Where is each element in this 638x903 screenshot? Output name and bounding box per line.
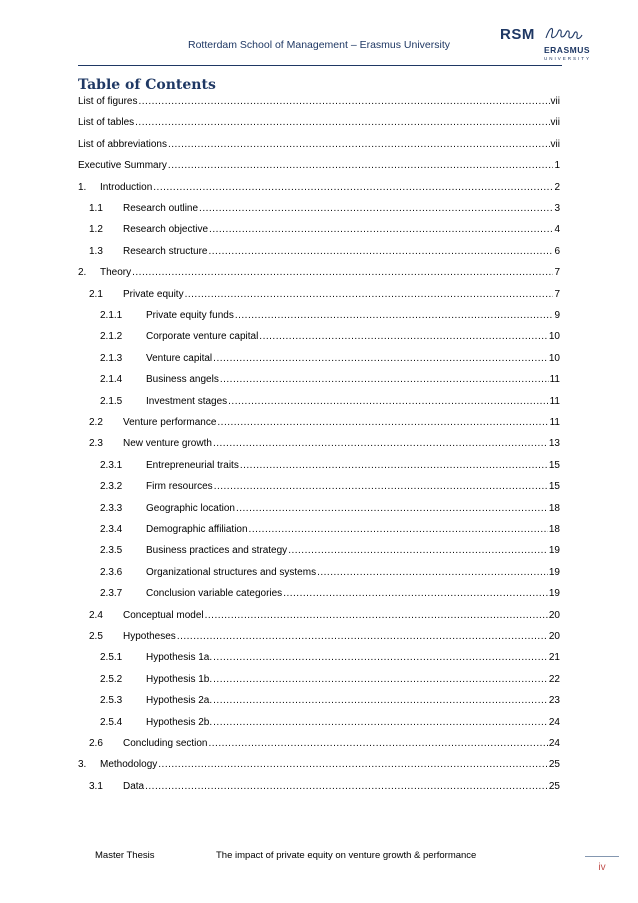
toc-dot-leader xyxy=(132,266,553,280)
footer-left-text: Master Thesis xyxy=(95,850,155,861)
toc-entry[interactable] xyxy=(100,587,560,601)
toc-dot-leader xyxy=(213,673,548,687)
toc-entry-title: Concluding section xyxy=(123,738,208,749)
toc-dot-leader xyxy=(220,373,549,387)
toc-dot-leader xyxy=(213,651,548,665)
toc-dot-leader xyxy=(217,416,548,430)
toc-entry[interactable] xyxy=(89,437,560,451)
toc-entry-number: 2. xyxy=(78,267,87,279)
toc-entry-title: Executive Summary xyxy=(78,160,167,172)
toc-dot-leader xyxy=(199,202,553,216)
toc-entry-title: Geographic location xyxy=(146,502,235,514)
toc-entry-title: Investment stages xyxy=(146,395,228,407)
toc-entry-number: 2.3 xyxy=(89,438,103,450)
toc-entry[interactable] xyxy=(89,609,560,623)
toc-dot-leader xyxy=(213,694,548,708)
toc-entry[interactable] xyxy=(100,330,560,344)
toc-entry-number: 2.6 xyxy=(89,738,103,749)
toc-entry-page: 3 xyxy=(554,203,560,214)
toc-dot-leader xyxy=(135,116,549,130)
toc-entry[interactable] xyxy=(78,159,560,173)
toc-entry-title: List of figures xyxy=(78,96,138,107)
toc-entry[interactable] xyxy=(78,116,560,130)
toc-dot-leader xyxy=(158,758,548,772)
toc-entry-number: 1.2 xyxy=(89,224,103,236)
toc-entry[interactable] xyxy=(89,202,560,216)
toc-entry-page: 15 xyxy=(548,481,560,493)
toc-entry-title: Venture performance xyxy=(123,417,217,428)
toc-entry-title: Corporate venture capital xyxy=(146,331,259,343)
toc-entry-number: 2.3.4 xyxy=(100,524,123,535)
toc-entry-title: Demographic affiliation xyxy=(146,524,248,535)
toc-entry-page: 24 xyxy=(548,716,560,728)
toc-entry-title: Methodology xyxy=(100,759,158,771)
toc-entry-page: 11 xyxy=(549,417,560,428)
toc-entry[interactable] xyxy=(89,223,560,237)
header-title: Rotterdam School of Management – Erasmus University xyxy=(187,39,451,51)
toc-entry-title: Conceptual model xyxy=(123,609,204,621)
logo-university-text: UNIVERSITY xyxy=(544,56,592,61)
toc-entry-title: Hypothesis 2b. xyxy=(146,716,213,728)
toc-entry-number: 1.1 xyxy=(89,203,103,214)
toc-dot-leader xyxy=(205,609,548,623)
toc-dot-leader xyxy=(168,159,554,173)
logo-rsm-text: RSM xyxy=(500,26,535,43)
toc-dot-leader xyxy=(177,630,548,644)
toc-entry[interactable] xyxy=(100,694,560,708)
toc-dot-leader xyxy=(145,780,548,794)
toc-entry-page: 4 xyxy=(554,224,560,236)
toc-entry-title: Conclusion variable categories xyxy=(146,588,283,600)
toc-entry-number: 2.3.3 xyxy=(100,502,123,514)
toc-entry-page: 11 xyxy=(549,374,560,386)
toc-entry-title: Private equity xyxy=(123,288,184,300)
toc-dot-leader xyxy=(213,437,548,451)
toc-entry[interactable] xyxy=(100,480,560,494)
toc-entry-number: 2.1 xyxy=(89,288,103,300)
toc-entry-page: 24 xyxy=(548,738,560,749)
toc-entry-title: Hypothesis 2a. xyxy=(146,695,213,707)
toc-dot-leader xyxy=(168,138,550,152)
toc-entry[interactable] xyxy=(89,288,560,302)
toc-dot-leader xyxy=(153,181,553,195)
toc-entry-number: 2.5.1 xyxy=(100,652,123,664)
toc-entry-title: Hypothesis 1a. xyxy=(146,652,213,664)
toc-entry-number: 3. xyxy=(78,759,87,771)
toc-entry-page: 7 xyxy=(554,288,560,300)
toc-entry[interactable] xyxy=(89,780,560,794)
toc-dot-leader xyxy=(317,566,548,580)
toc-entry-number: 1.3 xyxy=(89,245,103,257)
logo-script-signature xyxy=(544,24,584,44)
toc-entry-number: 2.1.2 xyxy=(100,331,123,343)
toc-entry-number: 2.1.3 xyxy=(100,352,123,364)
toc-entry-number: 2.2 xyxy=(89,417,103,428)
toc-dot-leader xyxy=(283,587,548,601)
toc-entry-title: Research outline xyxy=(123,203,199,214)
toc-entry-number: 2.5.4 xyxy=(100,716,123,728)
toc-entry-page: 19 xyxy=(548,566,560,578)
toc-entry[interactable] xyxy=(100,459,560,473)
toc-entry-title: Introduction xyxy=(100,181,153,193)
toc-entry-number: 2.3.5 xyxy=(100,545,123,557)
toc-entry-page: 20 xyxy=(548,609,560,621)
toc-entry-title: Data xyxy=(123,780,145,792)
toc-heading: Table of Contents xyxy=(78,77,216,93)
toc-entry-page: 1 xyxy=(554,160,560,172)
toc-entry-page: 20 xyxy=(548,631,560,642)
toc-entry[interactable] xyxy=(100,716,560,730)
toc-entry[interactable] xyxy=(100,309,560,323)
toc-entry-page: 7 xyxy=(554,267,560,279)
toc-entry[interactable] xyxy=(100,523,560,537)
toc-entry-title: Hypothesis 1b. xyxy=(146,673,213,685)
toc-entry-title: Private equity funds xyxy=(146,310,234,321)
toc-entry-page: 21 xyxy=(548,652,560,664)
toc-entry-page: 22 xyxy=(548,673,560,685)
toc-entry[interactable] xyxy=(89,416,560,430)
toc-entry-title: Hypotheses xyxy=(123,631,176,642)
toc-dot-leader xyxy=(138,95,549,109)
toc-entry-title: Theory xyxy=(100,267,132,279)
toc-dot-leader xyxy=(209,223,553,237)
toc-entry-title: Business practices and strategy xyxy=(146,545,288,557)
toc-dot-leader xyxy=(249,523,548,537)
toc-dot-leader xyxy=(213,352,548,366)
toc-entry-page: 2 xyxy=(554,181,560,193)
toc-entry-page: 6 xyxy=(554,245,560,257)
toc-entry-title: Entrepreneurial traits xyxy=(146,459,239,471)
toc-entry-title: List of tables xyxy=(78,117,135,129)
toc-entry-title: Research objective xyxy=(123,224,209,236)
toc-dot-leader xyxy=(214,480,548,494)
toc-entry-page: vii xyxy=(550,138,560,150)
rsm-erasmus-logo xyxy=(500,24,592,66)
toc-entry[interactable] xyxy=(100,395,560,409)
footer-page-number: iv xyxy=(598,862,606,873)
toc-entry-page: 19 xyxy=(548,545,560,557)
toc-entry-number: 2.3.2 xyxy=(100,481,123,493)
toc-entry-page: 10 xyxy=(548,352,560,364)
toc-entry[interactable] xyxy=(78,266,560,280)
toc-entry[interactable] xyxy=(89,737,560,751)
toc-entry-number: 3.1 xyxy=(89,780,103,792)
toc-entry[interactable] xyxy=(100,544,560,558)
toc-entry-page: 11 xyxy=(549,395,560,407)
toc-entry-page: 9 xyxy=(554,310,560,321)
toc-entry-title: Organizational structures and systems xyxy=(146,566,317,578)
toc-dot-leader xyxy=(288,544,548,558)
toc-entry-page: vii xyxy=(550,96,560,107)
toc-entry[interactable] xyxy=(100,352,560,366)
toc-entry-page: 13 xyxy=(548,438,560,450)
toc-entry-number: 2.3.1 xyxy=(100,459,123,471)
toc-dot-leader xyxy=(208,245,553,259)
toc-entry-number: 2.5 xyxy=(89,631,103,642)
toc-entry-title: Firm resources xyxy=(146,481,213,493)
toc-entry-number: 2.4 xyxy=(89,609,103,621)
toc-entry[interactable] xyxy=(100,673,560,687)
toc-dot-leader xyxy=(209,737,548,751)
toc-entry[interactable] xyxy=(100,502,560,516)
toc-entry-number: 2.1.4 xyxy=(100,374,123,386)
toc-entry-number: 1. xyxy=(78,181,87,193)
toc-entry[interactable] xyxy=(89,245,560,259)
toc-entry-number: 2.1.1 xyxy=(100,310,123,321)
toc-entry[interactable] xyxy=(78,138,560,152)
toc-entry[interactable] xyxy=(78,181,560,195)
footer-page-rule xyxy=(585,856,619,857)
toc-entry[interactable] xyxy=(100,566,560,580)
header-rule xyxy=(78,65,562,66)
toc-entry[interactable] xyxy=(100,651,560,665)
toc-entry-page: 15 xyxy=(548,459,560,471)
toc-entry-title: Business angels xyxy=(146,374,219,386)
logo-erasmus-text: ERASMUS xyxy=(544,45,591,55)
toc-entry-page: 25 xyxy=(548,780,560,792)
toc-entry-number: 2.5.2 xyxy=(100,673,123,685)
toc-dot-leader xyxy=(213,716,548,730)
toc-entry-title: New venture growth xyxy=(123,438,212,450)
toc-dot-leader xyxy=(240,459,548,473)
toc-entry-number: 2.3.7 xyxy=(100,588,123,600)
toc-entry-page: 10 xyxy=(548,331,560,343)
toc-entry[interactable] xyxy=(100,373,560,387)
toc-entry[interactable] xyxy=(78,95,560,109)
toc-entry-title: Venture capital xyxy=(146,352,213,364)
toc-entry-number: 2.5.3 xyxy=(100,695,123,707)
toc-entry-page: 25 xyxy=(548,759,560,771)
toc-dot-leader xyxy=(236,502,548,516)
toc-entry-page: 19 xyxy=(548,588,560,600)
toc-entry-title: Research structure xyxy=(123,245,208,257)
toc-dot-leader xyxy=(235,309,554,323)
toc-entry[interactable] xyxy=(78,758,560,772)
toc-entry-number: 2.3.6 xyxy=(100,566,123,578)
toc-entry-page: 23 xyxy=(548,695,560,707)
footer-center-text: The impact of private equity on venture growth & performance xyxy=(216,850,477,861)
toc-entry-page: 18 xyxy=(548,524,560,535)
toc-dot-leader xyxy=(228,395,548,409)
toc-entry-number: 2.1.5 xyxy=(100,395,123,407)
toc-entry[interactable] xyxy=(89,630,560,644)
toc-entry-title: List of abbreviations xyxy=(78,138,167,150)
toc-dot-leader xyxy=(259,330,548,344)
toc-entry-page: vii xyxy=(550,117,560,129)
toc-entry-page: 18 xyxy=(548,502,560,514)
toc-dot-leader xyxy=(185,288,554,302)
